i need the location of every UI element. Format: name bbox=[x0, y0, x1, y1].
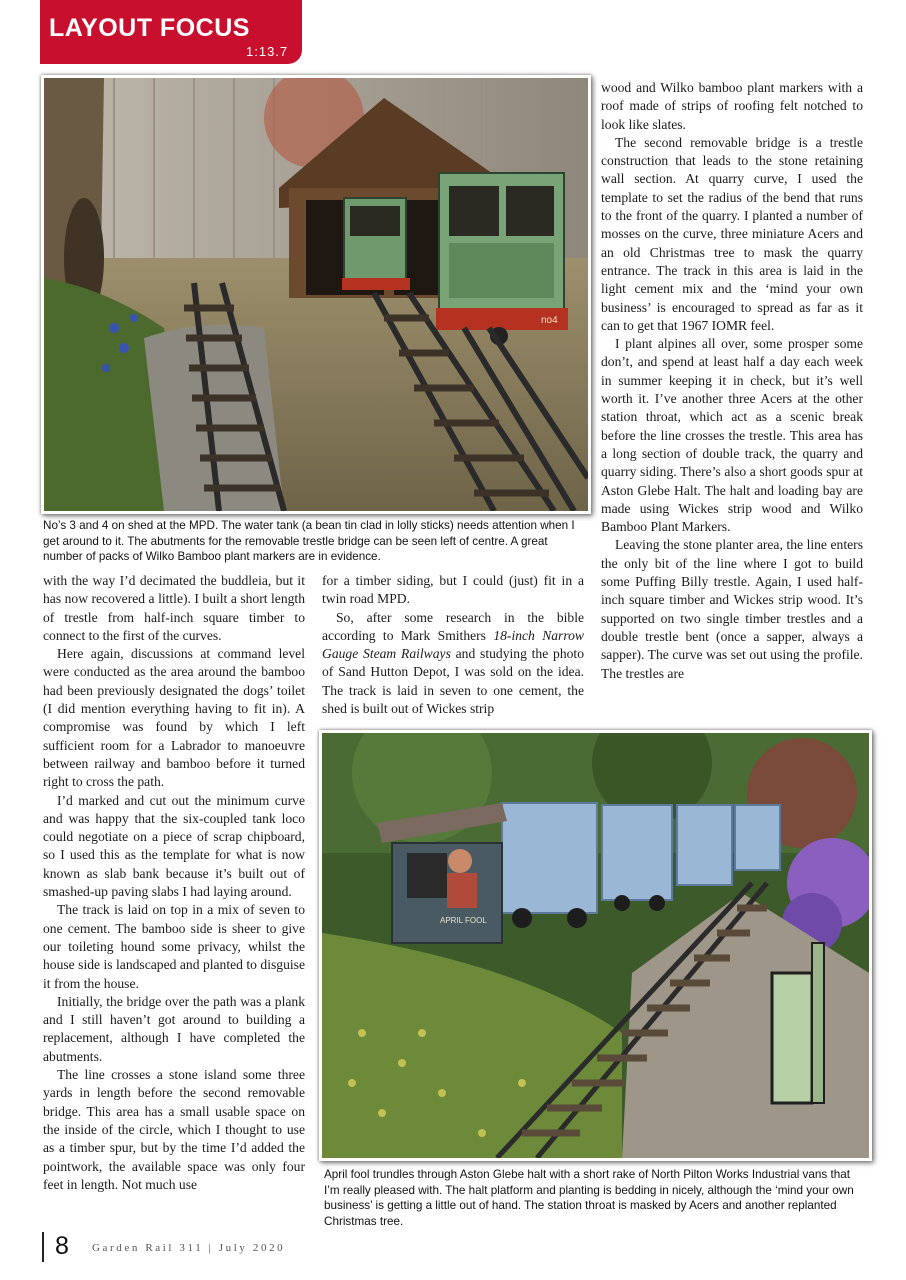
paragraph-text: and studying the photo of Sand Hutton Depot, I was sold on the idea. The track is laid in seven to one cement, the shed is built out of Wickes strip bbox=[322, 646, 584, 717]
page-number: 8 bbox=[55, 1232, 69, 1260]
paragraph: Initially, the bridge over the path was a plank and I still haven’t got around to building a replacement, although I have completed the abutments. bbox=[43, 993, 305, 1064]
paragraph: Leaving the stone planter area, the line enters the only bit of the line where I got to build some Puffing Billy trestle. Again, I used half-inch square timber and Wickes strip wood. It’s supported on two single timber trestles and a double trestle bent (once a sapper, always a sapper). The curve was set out using the profile. The trestles are bbox=[601, 537, 863, 681]
scale-label: 1:13.7 bbox=[246, 44, 289, 59]
loco-number: no4 bbox=[541, 315, 558, 326]
paragraph: The line crosses a stone island some three yards in length before the second removable bridge. This area has a small usable space on the inside of the circle, which I thought to use as a timber spur, but by the time I’d added the pointwork, the available space was only four feet in length. Not much use bbox=[43, 1067, 305, 1192]
paragraph: with the way I’d decimated the buddleia, but it has now recovered a little). I built a short length of trestle from half-inch square timber to connect to the first of the curves. bbox=[43, 573, 305, 643]
loco-nameplate: APRIL FOOL bbox=[440, 916, 487, 925]
paragraph: Here again, discussions at command level were conducted as the area around the bamboo had been previously designated the dogs’ toilet (I did mention everything having to fit in). A compromise was found by which I left sufficient room for a Labrador to manoeuvre between railway and bamboo before it turned right to cross the path. bbox=[43, 646, 305, 790]
photo-caption-shed: No’s 3 and 4 on shed at the MPD. The water tank (a bean tin clad in lolly sticks) needs attention when I get around to it. The abutments for the removable trestle bridge can be seen left of centre. A great number of packs of Wilko Bamboo plant markers are in evidence. bbox=[43, 519, 575, 563]
text-column-2 bbox=[322, 572, 584, 718]
paragraph bbox=[322, 609, 584, 719]
publication-info: Garden Rail 311 | July 2020 bbox=[92, 1242, 286, 1254]
paragraph: I plant alpines all over, some prosper some don’t, and spend at least half a day each week in summer keeping it in check, but it’s well worth it. I’ve another three Acers at the other station throat, which act as a scenic break before the line crosses the trestle. This area has a long section of double track, the quarry and quarry siding. There’s also a short goods spur at Aston Glebe Halt. The halt and loading bay are made using Wickes strip wood and Wilko Bamboo Plant Markers. bbox=[601, 336, 863, 535]
paragraph-text: So, after some research in the bible according to Mark Smithers bbox=[322, 609, 584, 643]
paragraph: I’d marked and cut out the minimum curve and was happy that the six-coupled tank loco could negotiate on a piece of scrap chipboard, so I used this as the template for what is now known as slab bank because it’s built out of smashed-up paving slabs I had laying around. bbox=[43, 792, 305, 900]
paragraph: for a timber siding, but I could (just) fit in a twin road MPD. bbox=[322, 573, 584, 607]
photo-caption-halt: April fool trundles through Aston Glebe halt with a short rake of North Pilton Works Industrial vans that I’m really pleased with. The halt platform and planting is bedding in nicely, although the ‘mind your own business’ is getting a little out of hand. The station throat is masked by Acers and another replanted Christmas tree. bbox=[324, 1168, 854, 1228]
halt-photo bbox=[319, 730, 872, 1161]
engine-shed-photo bbox=[41, 75, 591, 514]
paragraph: wood and Wilko bamboo plant markers with a roof made of strips of roofing felt notched to look like slates. bbox=[601, 80, 863, 132]
paragraph: The second removable bridge is a trestle construction that leads to the stone retaining wall section. At quarry curve, I used the template to set the radius of the bend that runs to the front of the quarry. I planted a number of mosses on the curve, three miniature Acers and an old Christmas tree to mask the quarry entrance. The track in this area is laid in the light cement mix and the ‘mind your own business’ is encouraged to spread as far as it can to get that 1967 IOMR feel. bbox=[601, 134, 863, 333]
book-title: 18-inch Narrow Gauge Steam Railways bbox=[322, 627, 584, 662]
text-column-3 bbox=[601, 79, 863, 683]
paragraph: The track is laid on top in a mix of seven to one cement. The bamboo side is sheer to give our toileting hound some privacy, whilst the house side is landscaped and planted to disguise it from the house. bbox=[43, 902, 305, 991]
section-title: LAYOUT FOCUS bbox=[49, 14, 250, 42]
text-column-1 bbox=[43, 572, 305, 1194]
footer-rule bbox=[42, 1232, 44, 1262]
